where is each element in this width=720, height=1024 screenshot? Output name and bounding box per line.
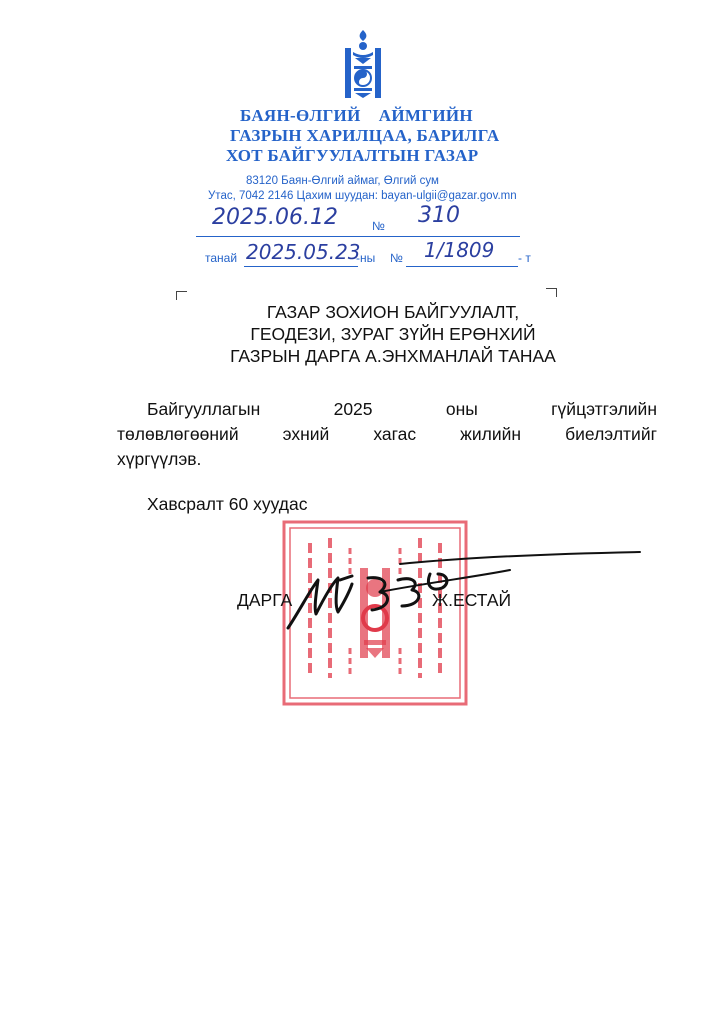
recipient-block	[0, 301, 720, 367]
your-date-underline	[244, 266, 358, 267]
address-line1: 83120 Баян-Өлгий аймаг, Өлгий сум	[246, 175, 439, 187]
org-name-line2: ГАЗРЫН ХАРИЛЦАА, БАРИЛГА	[230, 126, 500, 145]
org-name-line1: БАЯН-ӨЛГИЙ АЙМГИЙН	[240, 106, 473, 125]
attachment-note: Хавсралт 60 хуудас	[147, 494, 308, 514]
body-line1: Байгууллагын 2025 оны гүйцэтгэлийн	[147, 399, 657, 419]
signatory-name: Ж.ЕСТАЙ	[432, 590, 512, 610]
your-letter-label: танай	[205, 251, 238, 265]
org-name-line3: ХОТ БАЙГУУЛАЛТЫН ГАЗАР	[226, 146, 479, 165]
letter-date: 2025.06.12	[212, 205, 338, 230]
body-line2: төлөвлөгөөний эхний хагас жилийн биелэлтийг	[117, 424, 657, 444]
handwritten-signature	[280, 540, 650, 640]
letter-number: 310	[418, 203, 460, 228]
letter-body	[117, 397, 657, 472]
body-line3: хүргүүлэв.	[117, 449, 202, 469]
address-line2: Утас, 7042 2146 Цахим шуудан: bayan-ulgii@gazar.gov.mn	[208, 190, 517, 202]
recipient-line2: ГЕОДЕЗИ, ЗУРАГ ЗҮЙН ЕРӨНХИЙ	[250, 324, 536, 344]
recipient-line3: ГАЗРЫН ДАРГА А.ЭНХМАНЛАЙ ТАНАА	[230, 346, 556, 366]
address-corner-right	[546, 288, 557, 297]
address-corner-left	[176, 291, 187, 300]
your-letter-date: 2025.05.23	[246, 240, 361, 264]
your-date-suffix: -ны	[356, 251, 376, 265]
number-label: №	[372, 219, 385, 233]
signatory-title: ДАРГА	[237, 590, 293, 610]
your-letter-number: 1/1809	[424, 238, 495, 262]
your-number-suffix: - т	[518, 251, 531, 265]
your-number-underline	[406, 266, 518, 267]
your-number-label: №	[390, 251, 403, 265]
soyombo-emblem-icon	[343, 28, 383, 100]
date-number-underline	[196, 236, 520, 237]
recipient-line1: ГАЗАР ЗОХИОН БАЙГУУЛАЛТ,	[266, 302, 520, 322]
